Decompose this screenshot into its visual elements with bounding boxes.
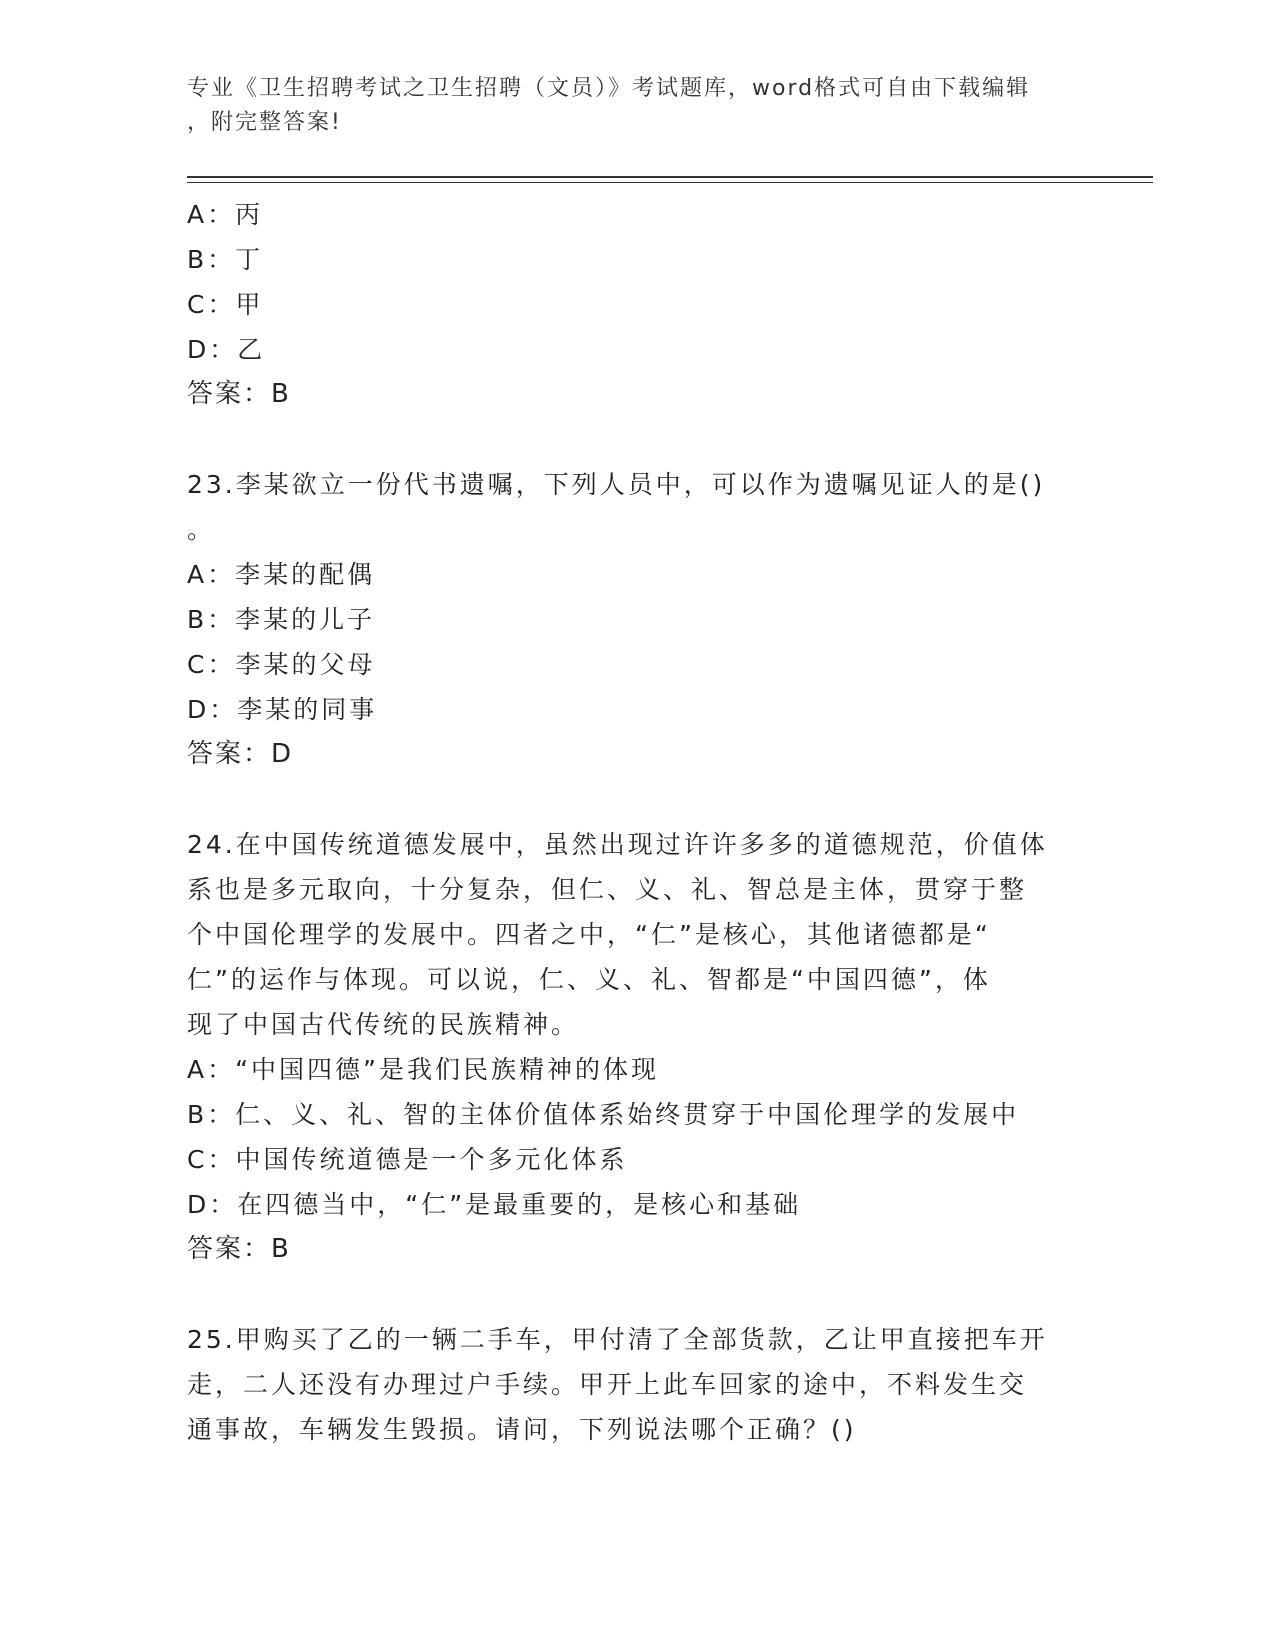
question-text-line: 通事故，车辆发生毁损。请问，下列说法哪个正确？() [187, 1415, 857, 1444]
question-text-continued: 。 [187, 515, 216, 544]
question-24 [187, 822, 1067, 1272]
answer-line: 答案：B [187, 1234, 291, 1264]
header-divider [187, 176, 1153, 178]
header-divider-thin [187, 182, 1153, 183]
question-text-line: 走，二人还没有办理过户手续。甲开上此车回家的途中，不料发生交 [187, 1370, 1028, 1399]
option-d: D：李某的同事 [187, 695, 378, 724]
document-body [187, 192, 1067, 1452]
question-22-tail [187, 192, 1067, 417]
option-b: B：李某的儿子 [187, 605, 376, 634]
header-line-1: 专业《卫生招聘考试之卫生招聘（文员）》考试题库，word格式可自由下载编辑 [187, 76, 1031, 101]
question-text-line: 现了中国古代传统的民族精神。 [187, 1010, 580, 1039]
option-a: A：李某的配偶 [187, 560, 376, 589]
answer-line: 答案：D [187, 739, 294, 769]
option-a: A：丙 [187, 200, 264, 229]
question-text-line: 24.在中国传统道德发展中，虽然出现过许许多多的道德规范，价值体 [187, 830, 1048, 859]
option-d: D：乙 [187, 335, 266, 364]
option-c: C：李某的父母 [187, 650, 376, 679]
question-25 [187, 1317, 1067, 1452]
option-c: C：中国传统道德是一个多元化体系 [187, 1145, 628, 1174]
option-d: D：在四德当中，“仁”是最重要的，是核心和基础 [187, 1190, 802, 1219]
question-text-line: 个中国伦理学的发展中。四者之中，“仁”是核心，其他诸德都是“ [187, 920, 991, 949]
answer-line: 答案：B [187, 379, 291, 409]
header-line-2: ，附完整答案! [187, 110, 342, 135]
question-text-line: 25.甲购买了乙的一辆二手车，甲付清了全部货款，乙让甲直接把车开 [187, 1325, 1048, 1354]
question-text: 23.李某欲立一份代书遗嘱，下列人员中，可以作为遗嘱见证人的是() [187, 470, 1046, 499]
question-text-line: 系也是多元取向，十分复杂，但仁、义、礼、智总是主体，贯穿于整 [187, 875, 1028, 904]
option-b: B：仁、义、礼、智的主体价值体系始终贯穿于中国伦理学的发展中 [187, 1100, 1020, 1129]
question-text-line: 仁”的运作与体现。可以说，仁、义、礼、智都是“中国四德”，体 [187, 965, 991, 994]
document-header [187, 72, 1067, 140]
option-c: C：甲 [187, 290, 264, 319]
option-b: B：丁 [187, 245, 264, 274]
option-a: A：“中国四德”是我们民族精神的体现 [187, 1055, 660, 1084]
question-23 [187, 462, 1067, 777]
